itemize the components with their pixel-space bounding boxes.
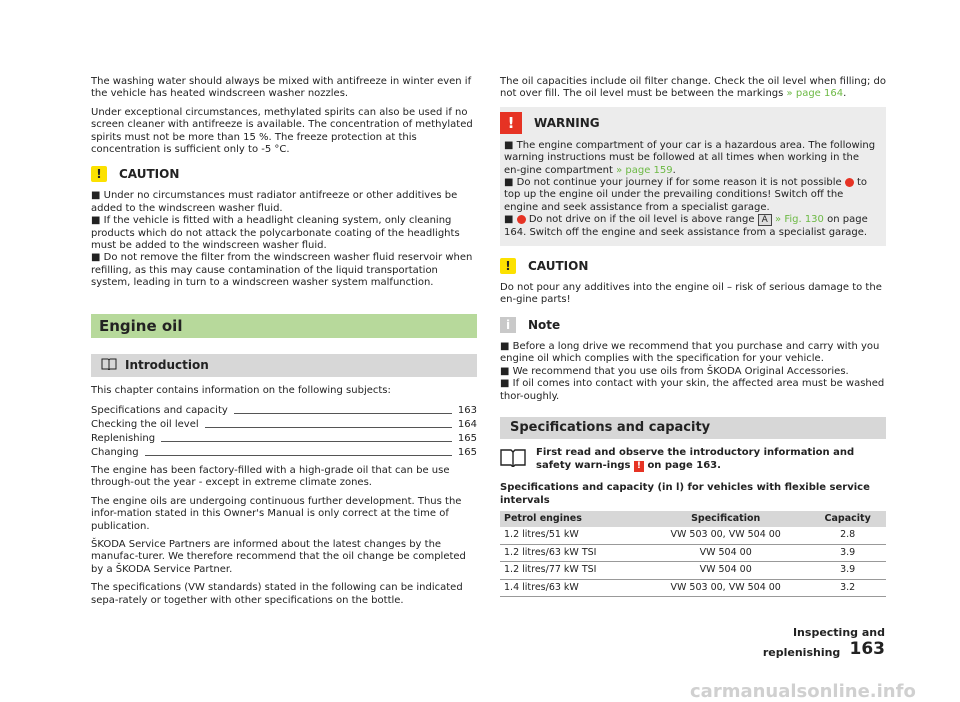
caution-icon: !	[91, 166, 107, 182]
warning-heading	[500, 112, 878, 134]
table-row: 1.2 litres/63 kW TSI VW 504 00 3.9	[500, 544, 886, 561]
caution-heading	[500, 258, 886, 274]
paragraph: The washing water should always be mixed with antifreeze in winter even if the vehicle has heated windscreen washer nozzles.	[91, 76, 472, 100]
section-title: Engine oil	[91, 314, 477, 338]
paragraph: ŠKODA Service Partners are informed about the latest changes by the manufac-turer. We therefore recommend that the oil change be completed by a ŠKODA Service Partner.	[91, 538, 466, 575]
paragraph: The engine oils are undergoing continuous further development. Thus the infor-mation stated in this Owner's Manual is only correct at the time of publication.	[91, 495, 462, 532]
toc-entry[interactable]	[91, 403, 477, 417]
warning-light-icon	[845, 178, 854, 187]
section-name: Inspecting and replenishing	[762, 626, 885, 659]
caution-item: ■ Do not remove the filter from the windscreen washer fluid reservoir when refilling, as this may cause contamination of the liquid transportation system, leading in turn to a windscreen washer system malfunction.	[91, 252, 473, 289]
caution-heading	[91, 166, 477, 182]
note-item: ■ Before a long drive we recommend that you purchase and carry with you engine oil which complies with the specification for your vehicle.	[500, 340, 880, 365]
intro-title: Introduction	[125, 358, 209, 373]
figure-label: A	[758, 214, 772, 226]
info-icon: i	[500, 317, 516, 333]
warning-item: ■ Do not continue your journey if for some reason it is not possible to top up the engine oil under the prevailing conditions! Switch off the engine and seek assistance from a specialist garage.	[504, 177, 868, 213]
table-row: 1.2 litres/51 kW VW 503 00, VW 504 00 2.8	[500, 527, 886, 544]
table-row: 1.2 litres/77 kW TSI VW 504 00 3.9	[500, 562, 886, 579]
toc-label: Replenishing	[91, 432, 156, 444]
caution-item: ■ If the vehicle is fitted with a headlight cleaning system, only cleaning products which do not attack the polycarbonate coating of the headlights must be added to the windscreen washer fluid.	[91, 215, 460, 252]
caution-text: Do not pour any additives into the engine oil – risk of serious damage to the en-gine parts!	[500, 282, 882, 306]
right-column	[500, 76, 886, 597]
warning-title: WARNING	[534, 115, 600, 130]
subsection-title: Specifications and capacity	[500, 417, 886, 439]
watermark: carmanualsonline.info	[690, 681, 916, 702]
page-link[interactable]: » page 164	[786, 88, 844, 100]
left-column	[91, 76, 477, 613]
toc	[91, 403, 477, 459]
figure-link[interactable]: » Fig. 130	[775, 214, 824, 226]
paragraph: The oil capacities include oil filter change. Check the oil level when filling; do not over fill. The oil level must be between the markings » page 164.	[500, 76, 886, 100]
table-header: Capacity	[809, 511, 886, 527]
warning-light-icon	[517, 215, 526, 224]
toc-page: 163	[457, 404, 477, 416]
book-icon	[500, 447, 526, 472]
paragraph: Under exceptional circumstances, methylated spirits can also be used if no screen cleaner with antifreeze is available. The concentration of methylated spirits must not be more than 15 %. The freeze protection at this concentration is sufficient only to -5 °C.	[91, 106, 473, 156]
page-link[interactable]: » page 159	[616, 164, 673, 176]
table-header: Specification	[642, 511, 809, 527]
warning-icon: !	[634, 461, 644, 472]
paragraph: The specifications (VW standards) stated in the following can be indicated sepa-rately or together with other specifications on the bottle.	[91, 582, 463, 606]
toc-label: Specifications and capacity	[91, 404, 228, 416]
toc-entry[interactable]	[91, 431, 477, 445]
note-list	[500, 341, 886, 403]
caution-icon: !	[500, 258, 516, 274]
intro-lead: This chapter contains information on the following subjects:	[91, 384, 391, 396]
caution-item: ■ Under no circumstances must radiator antifreeze or other additives be added to the windscreen washer fluid.	[91, 190, 458, 214]
note-item: ■ If oil comes into contact with your skin, the affected area must be washed thor-oughly.	[500, 378, 885, 402]
intro-heading	[91, 354, 477, 376]
note-item: ■ We recommend that you use oils from ŠKODA Original Accessories.	[500, 365, 849, 377]
toc-page: 164	[457, 418, 477, 430]
warning-item: ■ Do not drive on if the oil level is above range A » Fig. 130 on page 164. Switch off the engine and seek assistance from a specialist garage.	[504, 214, 868, 238]
page-number: 163	[849, 639, 885, 659]
table-row: 1.4 litres/63 kW VW 503 00, VW 504 00 3.2	[500, 579, 886, 596]
note-title: Note	[528, 317, 561, 332]
note-heading	[500, 317, 886, 333]
oil-capacity-table	[500, 511, 886, 597]
warning-item: ■ The engine compartment of your car is a hazardous area. The following warning instructions must be followed at all times when working in the en-gine compartment » page 159.	[504, 139, 876, 176]
toc-page: 165	[457, 432, 477, 444]
table-header: Petrol engines	[500, 511, 642, 527]
first-read-note: First read and observe the introductory information and safety warn-ings ! on page 163.	[500, 447, 886, 472]
caution-list	[91, 190, 477, 289]
toc-entry[interactable]	[91, 445, 477, 459]
toc-label: Checking the oil level	[91, 418, 199, 430]
warning-icon: !	[500, 112, 522, 134]
caution-title: CAUTION	[119, 167, 180, 182]
caution-title: CAUTION	[528, 258, 589, 273]
toc-label: Changing	[91, 446, 139, 458]
toc-entry[interactable]	[91, 417, 477, 431]
paragraph: The engine has been factory-filled with a high-grade oil that can be use through-out the year - except in extreme climate zones.	[91, 464, 450, 489]
page-footer	[745, 626, 885, 659]
toc-page: 165	[457, 446, 477, 458]
table-caption: Specifications and capacity (in l) for vehicles with flexible service intervals	[500, 482, 870, 506]
warning-box	[500, 107, 886, 246]
book-icon	[101, 358, 117, 372]
